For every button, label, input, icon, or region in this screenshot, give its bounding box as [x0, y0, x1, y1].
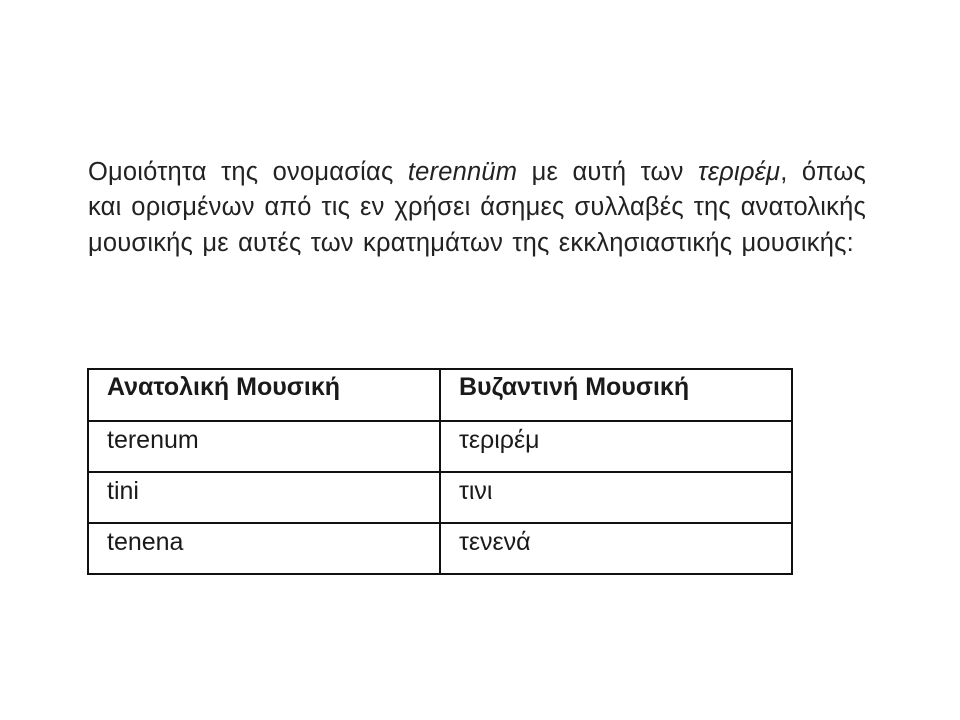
- paragraph-term-teririm: τεριρέμ: [698, 157, 781, 186]
- paragraph-text-3: , όπως και ορισμένων από τις εν χρήσει άσημες συλλαβές της ανατολικής μουσικής με αυτές των κρατημάτων της εκκλησιαστικής μουσικής:: [88, 157, 866, 257]
- header-eastern-music: Ανατολική Μουσική: [88, 369, 440, 421]
- cell-byzantine: τινι: [440, 472, 792, 523]
- paragraph-text-1: Ομοιότητα της ονομασίας: [88, 157, 408, 186]
- header-byzantine-music: Βυζαντινή Μουσική: [440, 369, 792, 421]
- cell-byzantine: τεριρέμ: [440, 421, 792, 472]
- paragraph-text-2: με αυτή των: [517, 157, 699, 186]
- table-header-row: [88, 369, 792, 421]
- cell-eastern: tenena: [88, 523, 440, 574]
- intro-paragraph: [88, 155, 866, 262]
- cell-eastern: tini: [88, 472, 440, 523]
- syllables-table: [87, 368, 793, 575]
- cell-eastern: terenum: [88, 421, 440, 472]
- cell-byzantine: τενενά: [440, 523, 792, 574]
- paragraph-term-terennum: terennüm: [407, 157, 518, 186]
- table-row: [88, 472, 792, 523]
- table-row: [88, 523, 792, 574]
- table-row: [88, 421, 792, 472]
